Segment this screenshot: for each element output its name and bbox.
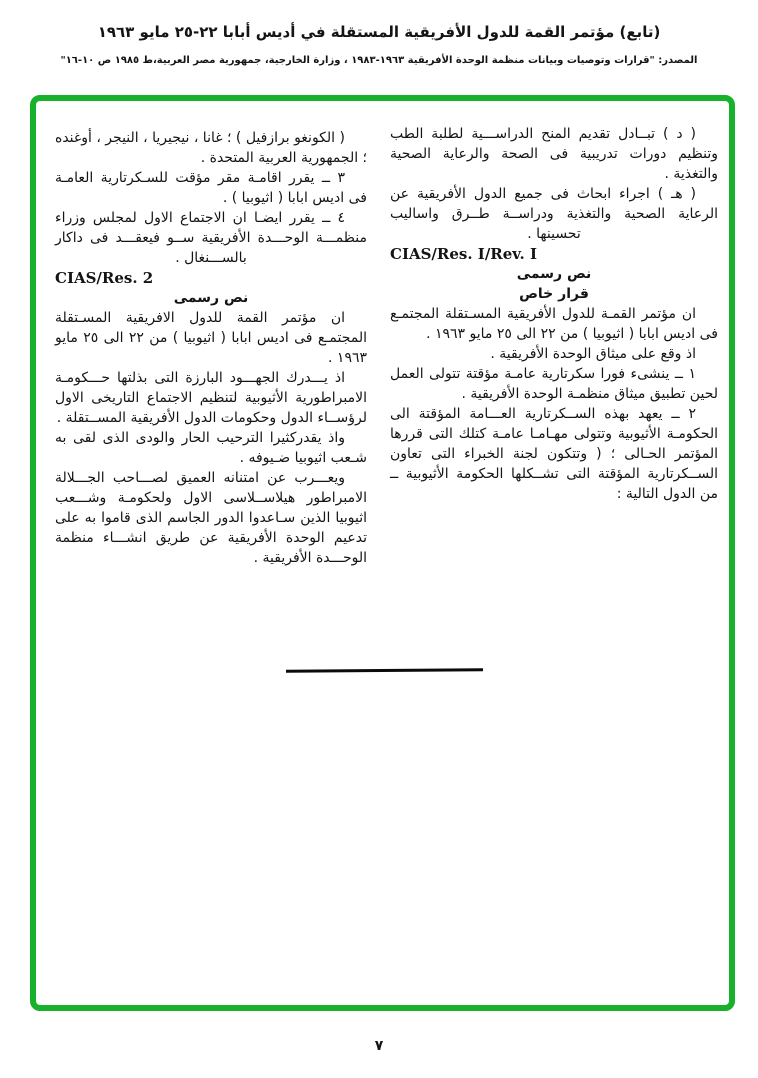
- paragraph-resolution-item-4: ٤ ــ يقرر ايضـا ان الاجتماع الاول لمجلس وزراء منظمـــة الوحـــدة الأفريقية ســو فيعقـــد فى داكار بالســـنغال .: [55, 210, 367, 266]
- paragraph-conference-intro: ان مؤتمر القمة للدول الافريقية المسـتقلة المجتمـع فى اديس ابابا ( اثيوبيا ) من ٢٢ الى ٢٥ مايو ١٩٦٣ .: [55, 310, 367, 366]
- paragraph-warm-welcome: واذ يقدركثيرا الترحيب الحار والودى الذى لقى به شـعب اثيوبيا ضـيوفه .: [55, 430, 367, 466]
- source-citation: المصدر: "قرارات وتوصيات وبيانات منظمة الوحدة الأفريقية ١٩٦٣-١٩٨٣ ، وزارة الخارجية، جمهورية مصر العربية،ط ١٩٨٥ ص ١٠-١٦": [60, 55, 698, 66]
- paragraph-charter-signed: اذ وقع على ميثاق الوحدة الأفريقية .: [490, 346, 696, 362]
- resolution-ref-label: CIAS/Res. I/Rev. I: [390, 245, 537, 263]
- paragraph-resolution-item-2: ٢ ــ يعهد بهذه الســكرتارية العـــامة المؤقتة الى الحكومـة الأثيوبية وتتولى مهـامـا عامـة كتلك التى قررها المؤتمر الحـالى ؛ ( وتتكون لجنة الخبراء التى تعاون الســكرتارية المؤقتة التى تشــكلها الحكومة الأثيوبية ــ من الدول التالية :: [390, 406, 718, 502]
- page-title: (تابع) مؤتمر القمة للدول الأفريقية المستقلة في أديس أبابا ٢٢-٢٥ مايو ١٩٦٣: [97, 23, 661, 41]
- paragraph-ethiopia-efforts: اذ يـــدرك الجهـــود البارزة التى بذلتها حـــكومـة الامبراطورية الأثيوبية لتنظيم الاجتماع التاريخى الاول لرؤســاء الدول وحكومات الدول الأفريقية المســتقلة .: [55, 370, 367, 426]
- paragraph-gratitude-emperor: ويعـــرب عن امتنانه العميق لصـــاحب الجـــلالة الامبراطور هيلاســلاسى الاول ولحكومـة وشـــعب اثيوبيا الذين سـاعدوا الدور الجاسم الذى قاموا به على تدعيم الوحدة الأفريقية عن طريق انشـــاء منظمة الوحـــدة الأفريقية .: [55, 470, 367, 566]
- column-left: [55, 128, 367, 568]
- paragraph-resolution-item-3: ٣ ــ يقرر اقامـة مقر مؤقت للسـكرتارية العامـة فى اديس ابابا ( اثيوبيا ) .: [55, 170, 367, 206]
- paragraph-resolution-item-1: ١ ــ ينشىء فورا سكرتارية عامـة مؤقتة تتولى العمل لحين تطبيق ميثاق منظمـة الوحدة الأفريقية .: [390, 366, 718, 402]
- heading-official-text: نص رسمى: [173, 290, 249, 306]
- heading-special-resolution: قرار خاص: [519, 286, 589, 302]
- paragraph-item-h: ( هـ ) اجراء ابحاث فى جميع الدول الأفريقية عن الرعاية الصحية والتغذية ودراســة طــرق واساليب تحسينها .: [390, 186, 718, 242]
- paragraph-conference-intro: ان مؤتمر القمـة للدول الأفريقية المسـتقلة المجتمـع فى اديس ابابا ( اثيوبيا ) من ٢٢ الى ٢٥ مايو ١٩٦٣ .: [390, 306, 718, 342]
- resolution-ref-label: CIAS/Res. 2: [55, 269, 154, 287]
- paragraph-item-d: ( د ) تبــادل تقديم المنح الدراســـية لطلبة الطب وتنظيم دورات تدريبية فى الصحة والرعاية الصحية والتغذية .: [390, 126, 718, 182]
- heading-official-text: نص رسمى: [516, 266, 592, 282]
- page-number: ٧: [374, 1038, 384, 1054]
- paragraph-country-list: ( الكونغو برازفيل ) ؛ غانا ، نيجيريا ، النيجر ، أوغنده ؛ الجمهورية العربية المتحدة .: [55, 130, 367, 166]
- column-right: [390, 124, 718, 504]
